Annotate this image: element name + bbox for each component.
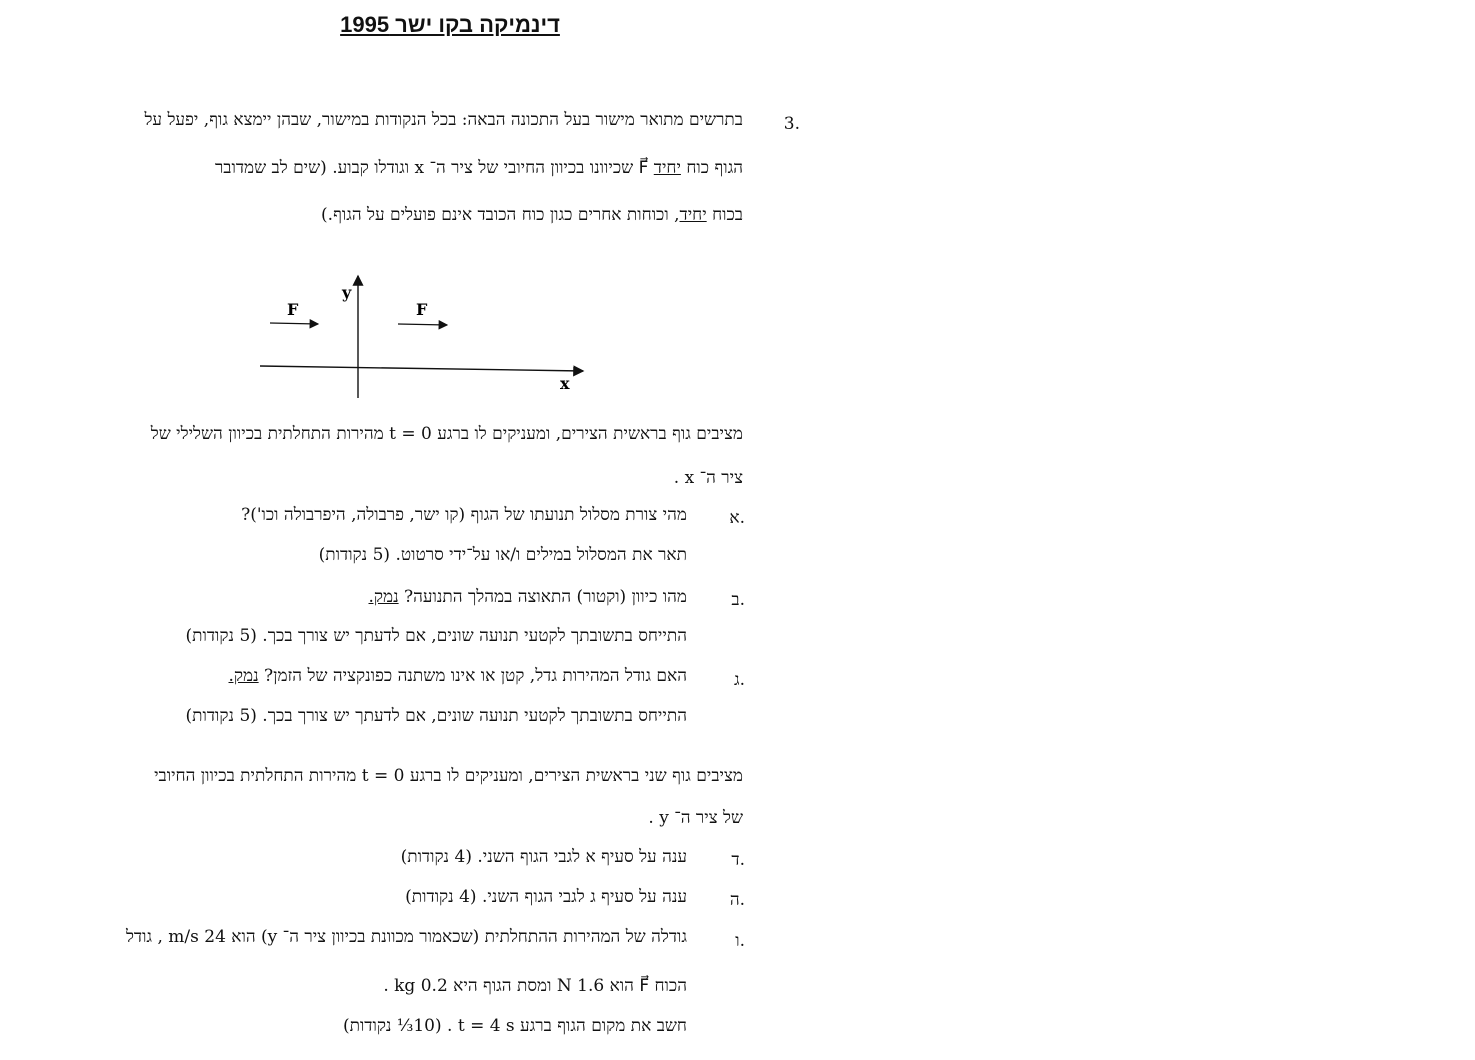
unique-word-2: יחיד: [679, 205, 707, 225]
item-d-marker: ד.: [731, 850, 745, 870]
intro-line-3: [321, 205, 743, 225]
force-label-right: F: [416, 300, 428, 319]
item-c-line-1: [229, 666, 687, 686]
x-axis-label: x: [560, 374, 570, 393]
item-c-question: האם גודל המהירות גדל, קטן או אינו משתנה כפונקציה של הזמן?: [264, 666, 687, 686]
page-title: דינמיקה בקו ישר 1995: [340, 12, 560, 37]
intro-line-1: בתרשים מתואר מישור בעל התכונה הבאה: בכל הנקודות במישור, שבהן יימצא גוף, יפעל על: [144, 110, 743, 130]
item-c-line-2: התייחס בתשובתך לקטעי תנועה שונים, אם לדעתך יש צורך בכך. (5 נקודות): [185, 706, 687, 726]
unique-word: יחיד: [653, 158, 681, 178]
intro-line-2: [215, 158, 743, 178]
y-axis-label: y: [342, 283, 352, 302]
item-f-marker: ו.: [735, 931, 745, 951]
force-field-diagram: [255, 268, 595, 403]
item-f-line-3: חשב את מקום הגוף ברגע t = 4 s . (10⅓ נקודות): [342, 1016, 687, 1036]
intro-line-2-end: שכיוונו בכיוון החיובי של ציר ה־ x וגודלו קבוע. (שים לב שמדובר: [214, 158, 634, 178]
x-axis: [260, 366, 583, 371]
intro-line-3-end: , וכוחות אחרים כגון כוח הכובד אינם פועלים על הגוף.): [321, 205, 680, 225]
item-a-marker: א.: [729, 508, 745, 528]
item-c-explain: נמק.: [228, 666, 259, 686]
item-b-line-2: התייחס בתשובתך לקטעי תנועה שונים, אם לדעתך יש צורך בכך. (5 נקודות): [185, 626, 687, 646]
item-c-marker: ג.: [733, 670, 745, 690]
item-b-question: מהו כיוון (וקטור) התאוצה במהלך התנועה?: [404, 587, 687, 607]
item-e-text: ענה על סעיף ג לגבי הגוף השני. (4 נקודות): [405, 887, 687, 907]
item-b-marker: ב.: [731, 590, 745, 610]
body1-line-1: מציבים גוף בראשית הצירים, ומעניקים לו ברגע t = 0 מהירות התחלתית בכיוון השלילי של: [150, 424, 743, 444]
item-f-line-1: גודלה של המהירות ההתחלתית (שכאמור מכוונת בכיוון ציר ה־ y) הוא 24 m/s , גודל: [125, 927, 687, 947]
intro-line-3-start: בכוח: [712, 205, 743, 225]
item-b-line-1: [369, 587, 688, 607]
item-b-explain: נמק.: [368, 587, 399, 607]
item-a-line-1: מהי צורת מסלול תנועתו של הגוף (קו ישר, פרבולה, היפרבולה וכו')?: [241, 505, 687, 525]
item-f-line-2: הכוח F⃗ הוא 1.6 N ומסת הגוף היא 0.2 kg .: [383, 976, 687, 996]
item-d-text: ענה על סעיף א לגבי הגוף השני. (4 נקודות): [400, 847, 687, 867]
intro-line-2-start: הגוף כוח: [686, 158, 743, 178]
question-number: 3.: [783, 114, 800, 134]
body2-line-2: של ציר ה־ y .: [648, 808, 743, 828]
body2-line-1: מציבים גוף שני בראשית הצירים, ומעניקים לו ברגע t = 0 מהירות התחלתית בכיוון החיובי: [154, 766, 743, 786]
body1-line-2: ציר ה־ x .: [673, 468, 743, 488]
force-arrow-right: [398, 324, 447, 325]
force-symbol: F⃗: [638, 158, 649, 178]
item-a-line-2: תאר את המסלול במילים ו/או על־ידי סרטוט. (5 נקודות): [318, 545, 687, 565]
force-label-left: F: [287, 300, 299, 319]
force-arrow-left: [270, 323, 318, 324]
item-e-marker: ה.: [729, 890, 745, 910]
